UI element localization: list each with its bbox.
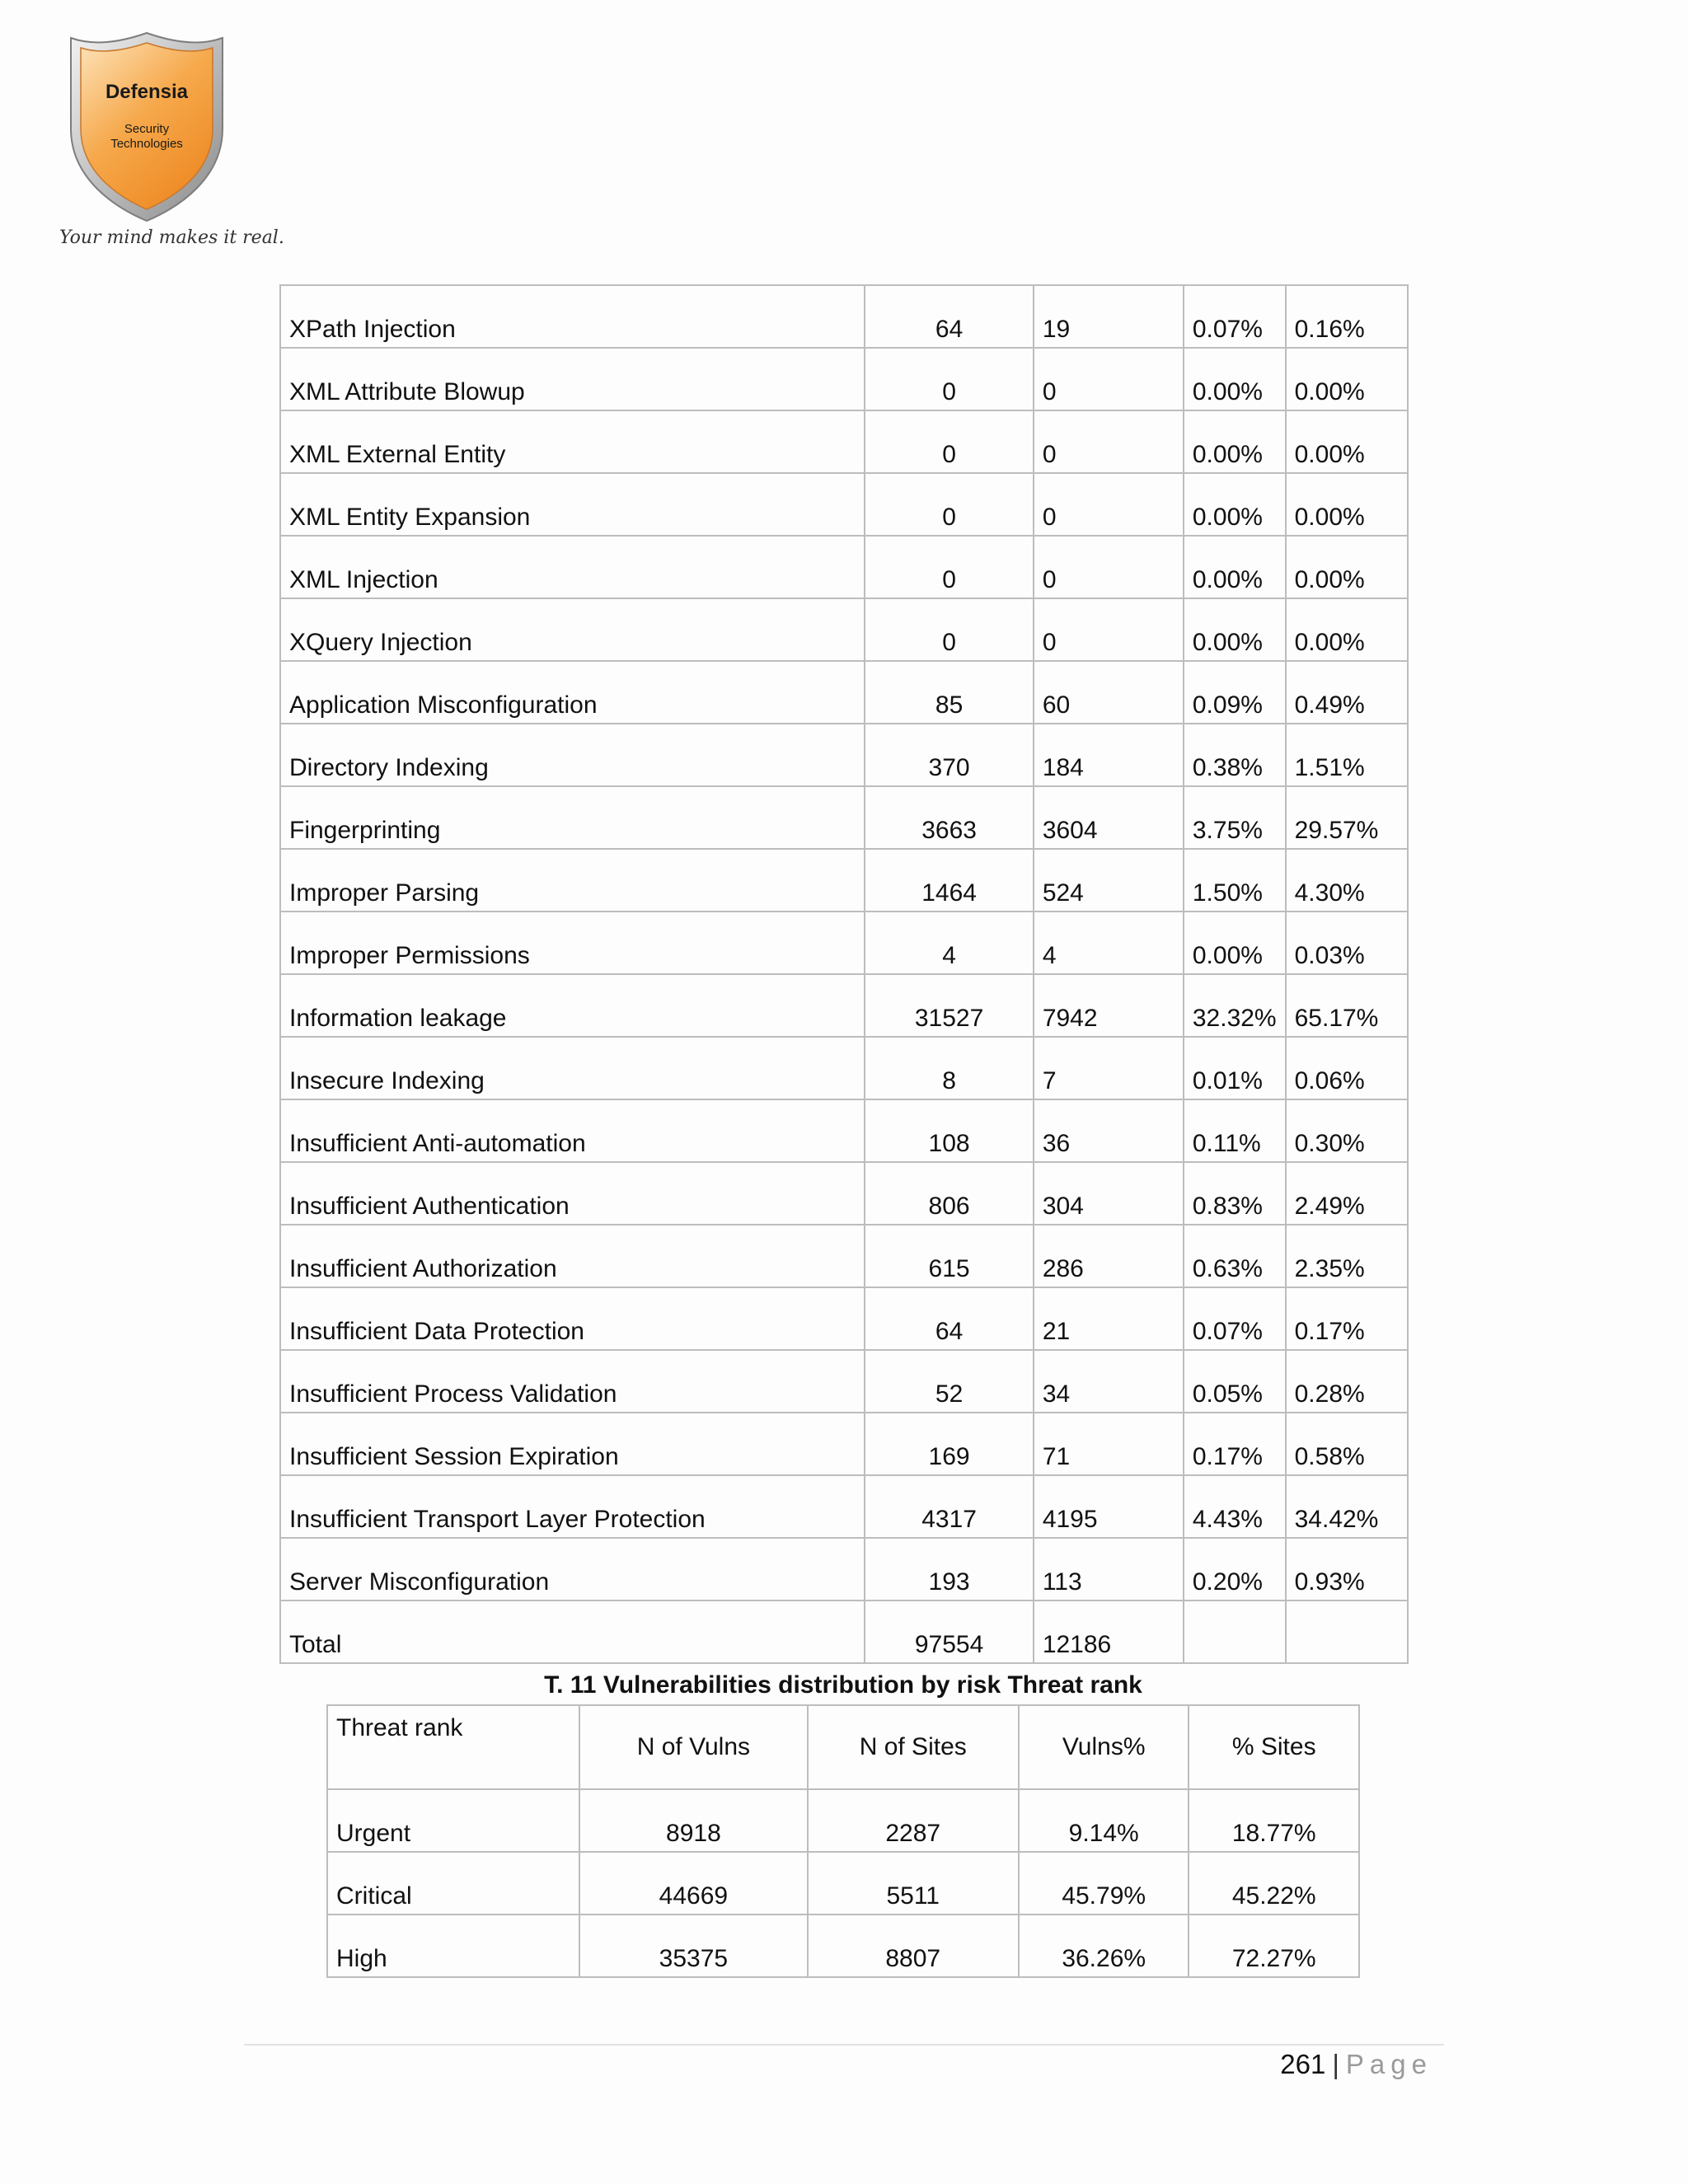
- row-name: Insufficient Anti-automation: [280, 1099, 865, 1162]
- row-sites-pct: 2.49%: [1286, 1162, 1408, 1225]
- row-name: XML Injection: [280, 536, 865, 598]
- row-name: Server Misconfiguration: [280, 1538, 865, 1601]
- row-sites-pct: 0.03%: [1286, 912, 1408, 974]
- footer-divider: [244, 2044, 1444, 2046]
- row-vulns-pct: 0.00%: [1184, 473, 1286, 536]
- row-vulns: 8: [865, 1037, 1033, 1099]
- row-rank: Critical: [327, 1852, 579, 1915]
- row-sites: 4195: [1034, 1475, 1184, 1538]
- row-name: Insufficient Authentication: [280, 1162, 865, 1225]
- row-name: XML Entity Expansion: [280, 473, 865, 536]
- row-sites: 0: [1034, 410, 1184, 473]
- row-vulns-pct: 0.00%: [1184, 410, 1286, 473]
- row-vulns: 0: [865, 348, 1033, 410]
- row-vulns: 193: [865, 1538, 1033, 1601]
- row-vulns: 1464: [865, 849, 1033, 912]
- table-row: [280, 1413, 1408, 1475]
- row-name: Insufficient Session Expiration: [280, 1413, 865, 1475]
- row-vulns: 370: [865, 724, 1033, 786]
- threat-rank-table: [326, 1704, 1360, 1978]
- table-row: [280, 1162, 1408, 1225]
- row-sites: 3604: [1034, 786, 1184, 849]
- row-vulns: 0: [865, 598, 1033, 661]
- row-sites: 34: [1034, 1350, 1184, 1413]
- row-vulns-pct: 0.05%: [1184, 1350, 1286, 1413]
- row-rank: High: [327, 1915, 579, 1977]
- header-vulns-pct: Vulns%: [1019, 1705, 1189, 1789]
- row-sites: 7: [1034, 1037, 1184, 1099]
- row-vulns: 64: [865, 1287, 1033, 1350]
- row-sites: 36: [1034, 1099, 1184, 1162]
- row-vulns: 3663: [865, 786, 1033, 849]
- row-vulns-pct: 0.17%: [1184, 1413, 1286, 1475]
- logo-sub-line1: Security: [124, 122, 170, 136]
- row-sites: 0: [1034, 473, 1184, 536]
- header-n-of-sites: N of Sites: [808, 1705, 1019, 1789]
- row-vulns: 31527: [865, 974, 1033, 1037]
- row-sites-pct: 0.00%: [1286, 473, 1408, 536]
- row-name: Fingerprinting: [280, 786, 865, 849]
- row-sites: 5511: [808, 1852, 1019, 1915]
- logo-tagline: Your mind makes it real.: [59, 227, 284, 248]
- row-vulns-pct: 0.83%: [1184, 1162, 1286, 1225]
- row-vulns-pct: 0.63%: [1184, 1225, 1286, 1287]
- table-row: [280, 598, 1408, 661]
- row-rank: Urgent: [327, 1789, 579, 1852]
- row-sites-pct: 0.00%: [1286, 410, 1408, 473]
- row-vulns: 169: [865, 1413, 1033, 1475]
- row-vulns: 615: [865, 1225, 1033, 1287]
- table-row: [280, 410, 1408, 473]
- row-name: Insufficient Process Validation: [280, 1350, 865, 1413]
- row-vulns: 4: [865, 912, 1033, 974]
- row-sites: 113: [1034, 1538, 1184, 1601]
- header-sites-pct: % Sites: [1189, 1705, 1359, 1789]
- row-sites-pct: 0.00%: [1286, 598, 1408, 661]
- row-sites: 71: [1034, 1413, 1184, 1475]
- row-sites: 2287: [808, 1789, 1019, 1852]
- row-sites-pct: 1.51%: [1286, 724, 1408, 786]
- row-sites: 0: [1034, 536, 1184, 598]
- table-row: [280, 1350, 1408, 1413]
- row-sites-pct: 0.28%: [1286, 1350, 1408, 1413]
- vulnerability-table-body: [280, 285, 1408, 1663]
- row-sites: 60: [1034, 661, 1184, 724]
- row-vulns-pct: 0.00%: [1184, 348, 1286, 410]
- table-row: [280, 1287, 1408, 1350]
- table-row: [280, 849, 1408, 912]
- row-sites-pct: 0.49%: [1286, 661, 1408, 724]
- row-vulns: 806: [865, 1162, 1033, 1225]
- row-sites-pct: 0.16%: [1286, 285, 1408, 348]
- row-sites: 184: [1034, 724, 1184, 786]
- row-vulns: 52: [865, 1350, 1033, 1413]
- logo-sub-text: [64, 122, 229, 152]
- row-vulns: 4317: [865, 1475, 1033, 1538]
- row-vulns-pct: [1184, 1601, 1286, 1663]
- vulnerability-class-table: [279, 284, 1409, 1664]
- row-sites: 19: [1034, 285, 1184, 348]
- row-vulns-pct: 0.00%: [1184, 598, 1286, 661]
- table-row: [280, 1099, 1408, 1162]
- row-vulns: 35375: [579, 1915, 807, 1977]
- company-logo: [64, 30, 229, 227]
- row-name: Insecure Indexing: [280, 1037, 865, 1099]
- row-sites: 0: [1034, 348, 1184, 410]
- table-row: [280, 473, 1408, 536]
- table-row: [280, 536, 1408, 598]
- row-name: XQuery Injection: [280, 598, 865, 661]
- row-name: XML External Entity: [280, 410, 865, 473]
- row-name: XPath Injection: [280, 285, 865, 348]
- table-header-row: [327, 1705, 1359, 1789]
- row-sites: 0: [1034, 598, 1184, 661]
- row-vulns-pct: 4.43%: [1184, 1475, 1286, 1538]
- row-vulns-pct: 0.09%: [1184, 661, 1286, 724]
- row-sites: 7942: [1034, 974, 1184, 1037]
- table-row: [280, 974, 1408, 1037]
- row-vulns: 0: [865, 410, 1033, 473]
- row-vulns-pct: 0.00%: [1184, 536, 1286, 598]
- row-vulns: 97554: [865, 1601, 1033, 1663]
- row-vulns-pct: 1.50%: [1184, 849, 1286, 912]
- threat-table-caption: T. 11 Vulnerabilities distribution by risk Threat rank: [544, 1671, 1142, 1699]
- row-sites-pct: 0.58%: [1286, 1413, 1408, 1475]
- row-vulns-pct: 45.79%: [1019, 1852, 1189, 1915]
- row-vulns-pct: 0.11%: [1184, 1099, 1286, 1162]
- page-footer: [1280, 2049, 1432, 2080]
- threat-table-body: [327, 1789, 1359, 1977]
- row-vulns: 85: [865, 661, 1033, 724]
- row-sites-pct: 34.42%: [1286, 1475, 1408, 1538]
- row-vulns-pct: 32.32%: [1184, 974, 1286, 1037]
- row-name: Directory Indexing: [280, 724, 865, 786]
- row-sites-pct: 2.35%: [1286, 1225, 1408, 1287]
- logo-sub-line2: Technologies: [110, 137, 183, 151]
- table-row: [280, 724, 1408, 786]
- table-row: [280, 661, 1408, 724]
- table-row: [280, 786, 1408, 849]
- row-sites-pct: 29.57%: [1286, 786, 1408, 849]
- table-row: [327, 1789, 1359, 1852]
- row-sites: 286: [1034, 1225, 1184, 1287]
- table-row: [280, 1601, 1408, 1663]
- row-sites-pct: 0.00%: [1286, 348, 1408, 410]
- row-sites: 12186: [1034, 1601, 1184, 1663]
- row-sites-pct: 65.17%: [1286, 974, 1408, 1037]
- row-sites-pct: 18.77%: [1189, 1789, 1359, 1852]
- row-sites-pct: 0.93%: [1286, 1538, 1408, 1601]
- row-sites-pct: 0.06%: [1286, 1037, 1408, 1099]
- table-row: [280, 1037, 1408, 1099]
- footer-separator: |: [1332, 2049, 1339, 2079]
- row-sites: 304: [1034, 1162, 1184, 1225]
- row-sites-pct: 4.30%: [1286, 849, 1408, 912]
- row-name: Information leakage: [280, 974, 865, 1037]
- row-vulns: 44669: [579, 1852, 807, 1915]
- row-vulns: 64: [865, 285, 1033, 348]
- page-number: 261: [1280, 2049, 1326, 2079]
- header-n-of-vulns: N of Vulns: [579, 1705, 807, 1789]
- row-name: Insufficient Authorization: [280, 1225, 865, 1287]
- row-sites-pct: 0.00%: [1286, 536, 1408, 598]
- row-vulns-pct: 0.01%: [1184, 1037, 1286, 1099]
- logo-brand-text: Defensia: [105, 81, 189, 103]
- row-vulns: 108: [865, 1099, 1033, 1162]
- page-label: Page: [1345, 2049, 1432, 2079]
- row-vulns-pct: 36.26%: [1019, 1915, 1189, 1977]
- row-sites: 524: [1034, 849, 1184, 912]
- row-vulns-pct: 0.07%: [1184, 1287, 1286, 1350]
- row-sites: 4: [1034, 912, 1184, 974]
- row-name: XML Attribute Blowup: [280, 348, 865, 410]
- table-row: [280, 1225, 1408, 1287]
- row-name: Improper Permissions: [280, 912, 865, 974]
- header-threat-rank: Threat rank: [327, 1705, 579, 1789]
- row-sites-pct: [1286, 1601, 1408, 1663]
- row-sites-pct: 0.17%: [1286, 1287, 1408, 1350]
- row-name: Insufficient Transport Layer Protection: [280, 1475, 865, 1538]
- table-row: [280, 1475, 1408, 1538]
- table-row: [280, 285, 1408, 348]
- table-row: [280, 912, 1408, 974]
- row-name: Total: [280, 1601, 865, 1663]
- row-name: Improper Parsing: [280, 849, 865, 912]
- row-vulns: 0: [865, 473, 1033, 536]
- row-sites: 21: [1034, 1287, 1184, 1350]
- table-row: [327, 1915, 1359, 1977]
- row-name: Application Misconfiguration: [280, 661, 865, 724]
- row-vulns-pct: 0.07%: [1184, 285, 1286, 348]
- table-row: [327, 1852, 1359, 1915]
- row-name: Insufficient Data Protection: [280, 1287, 865, 1350]
- row-vulns-pct: 0.20%: [1184, 1538, 1286, 1601]
- row-sites: 8807: [808, 1915, 1019, 1977]
- table-row: [280, 348, 1408, 410]
- row-sites-pct: 0.30%: [1286, 1099, 1408, 1162]
- row-vulns: 0: [865, 536, 1033, 598]
- row-vulns-pct: 3.75%: [1184, 786, 1286, 849]
- row-vulns: 8918: [579, 1789, 807, 1852]
- row-sites-pct: 72.27%: [1189, 1915, 1359, 1977]
- table-row: [280, 1538, 1408, 1601]
- row-vulns-pct: 0.38%: [1184, 724, 1286, 786]
- row-vulns-pct: 9.14%: [1019, 1789, 1189, 1852]
- row-vulns-pct: 0.00%: [1184, 912, 1286, 974]
- row-sites-pct: 45.22%: [1189, 1852, 1359, 1915]
